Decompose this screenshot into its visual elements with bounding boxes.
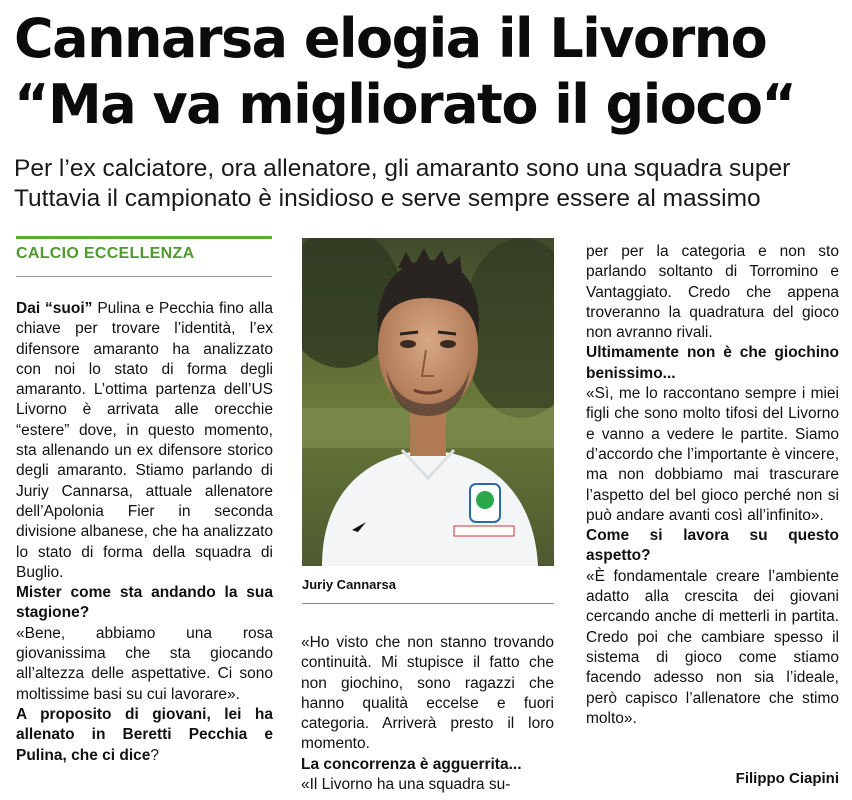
- lead-in: Dai “suoi”: [16, 300, 93, 317]
- section-label: CALCIO ECCELLENZA: [16, 245, 195, 262]
- article-column-3: [586, 242, 839, 729]
- intro-paragraph: [16, 299, 273, 583]
- answer-4: «Sì, me lo raccontano sempre i miei figli che sono molto tifosi del Livorno e vanno a vedere le partite. Siamo d’accordo che l’importante è vincere, ma non dobbiamo mai trascurare l’aspetto del bel gioco perché non si può andare avanti così all’infinito».: [586, 385, 839, 524]
- subheadline-line-2: Tuttavia il campionato è insidioso e serve sempre essere al massimo: [14, 185, 761, 212]
- article-column-2: [301, 633, 554, 795]
- portrait-photo: [302, 238, 554, 566]
- question-1: Mister come sta andando la sua stagione?: [16, 584, 273, 622]
- question-2-paragraph: [16, 705, 273, 766]
- author-byline: Filippo Ciapini: [735, 770, 839, 787]
- question-4: Ultimamente non è che giochino benissimo...: [586, 344, 839, 382]
- caption-divider: [302, 603, 554, 604]
- answer-3-start: «Il Livorno ha una squadra su-: [301, 776, 511, 794]
- headline-line-1: Cannarsa elogia il Livorno: [14, 7, 767, 70]
- subheadline: [14, 154, 844, 214]
- question-2: A proposito di giovani, lei ha allenato in Beretti Pecchia e Pulina, che ci dice: [16, 705, 273, 764]
- question-2-mark: ?: [150, 746, 160, 764]
- answer-3-end: per per la categoria e non sto parlando soltanto di Torromino e Vantaggiato. Credo che appena troveranno la quadratura del gioco non avranno rivali.: [586, 243, 839, 342]
- article-column-1: [16, 299, 273, 766]
- question-3: La concorrenza è agguerrita...: [301, 755, 522, 773]
- portrait-illustration: [302, 238, 554, 566]
- answer-5: «È fondamentale creare l’ambiente adatto alla crescita dei giovani cercando anche di metterli in partita. Credo poi che cambiare spesso il sistema di gioco come stiamo facendo adesso non sia l’ideale, però capisco l’allenatore che stimo molto».: [586, 567, 839, 727]
- answer-2: «Ho visto che non stanno trovando continuità. Mi stupisce il fatto che non giochino, sono ragazzi che hanno qualità eccelse e fuori categoria. Arriverà presto il loro momento.: [301, 634, 554, 753]
- question-5: Come si lavora su questo aspetto?: [586, 527, 839, 565]
- headline: [14, 6, 844, 138]
- intro-text: Pulina e Pecchia fino alla chiave per trovare l’identità, l’ex difensore amaranto ha analizzato con noi lo stato di forma degli amaranto. L’ottima partenza dell’US Livorno è arrivata alle orecchie “estere” dove, in questo momento, sta allenando un ex difensore storico degli amaranto. Stiamo parlando di Juriy Cannarsa, attuale allenatore dell’Apolonia Fier in seconda divisione albanese, che ha analizzato lo stato di forma della squadra di Buglio.: [16, 300, 273, 581]
- headline-line-2: “Ma va migliorato il gioco“: [14, 73, 796, 136]
- answer-1: «Bene, abbiamo una rosa giovanissima che sta giocando all’altezza delle aspettative. Ci sono moltissime basi su cui lavorare».: [16, 624, 273, 703]
- subheadline-line-1: Per l’ex calciatore, ora allenatore, gli amaranto sono una squadra super: [14, 155, 791, 182]
- section-divider: [16, 276, 272, 277]
- photo-caption: Juriy Cannarsa: [302, 577, 396, 592]
- section-accent-bar: [16, 236, 272, 239]
